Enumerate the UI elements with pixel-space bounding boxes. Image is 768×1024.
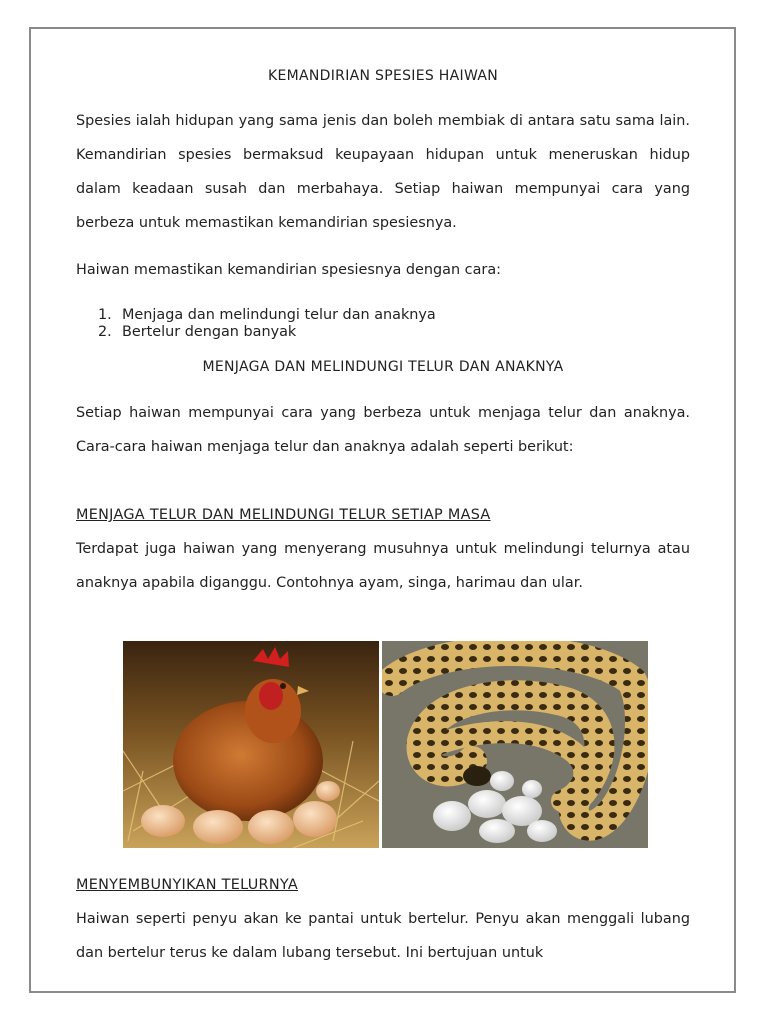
list-text: Menjaga dan melindungi telur dan anaknya <box>122 307 436 323</box>
ways-intro: Haiwan memastikan kemandirian spesiesnya dengan cara: <box>76 262 501 278</box>
snake-with-eggs-photo <box>382 641 648 848</box>
sub2-heading: MENYEMBUNYIKAN TELURNYA <box>76 877 299 893</box>
document-title: KEMANDIRIAN SPESIES HAIWAN <box>268 68 498 84</box>
section-paragraph: Setiap haiwan mempunyai cara yang berbeza untuk menjaga telur dan anaknya. Cara-cara haiwan menjaga telur dan anaknya adalah seperti berikut: <box>76 405 690 455</box>
list-text: Bertelur dengan banyak <box>122 324 297 340</box>
list-item <box>98 324 436 341</box>
ways-list <box>98 307 436 341</box>
list-number: 1. <box>98 307 112 323</box>
document-page <box>29 27 736 993</box>
list-number: 2. <box>98 324 112 340</box>
sub1-heading: MENJAGA TELUR DAN MELINDUNGI TELUR SETIAP MASA <box>76 507 491 523</box>
section-title: MENJAGA DAN MELINDUNGI TELUR DAN ANAKNYA <box>202 359 564 375</box>
sub1-paragraph: Terdapat juga haiwan yang menyerang musuhnya untuk melindungi telurnya atau anaknya apabila diganggu. Contohnya ayam, singa, harimau dan ular. <box>76 541 690 591</box>
intro-paragraph: Spesies ialah hidupan yang sama jenis dan boleh membiak di antara satu sama lain. Kemandirian spesies bermaksud keupayaan hidupan untuk meneruskan hidup dalam keadaan susah dan merbahaya. Setiap haiwan mempunyai cara yang berbeza untuk memastikan kemandirian spesiesnya. <box>76 113 690 231</box>
sub2-paragraph: Haiwan seperti penyu akan ke pantai untuk bertelur. Penyu akan menggali lubang dan bertelur terus ke dalam lubang tersebut. Ini bertujuan untuk <box>76 911 690 961</box>
hen-with-eggs-photo <box>123 641 379 848</box>
list-item <box>98 307 436 324</box>
